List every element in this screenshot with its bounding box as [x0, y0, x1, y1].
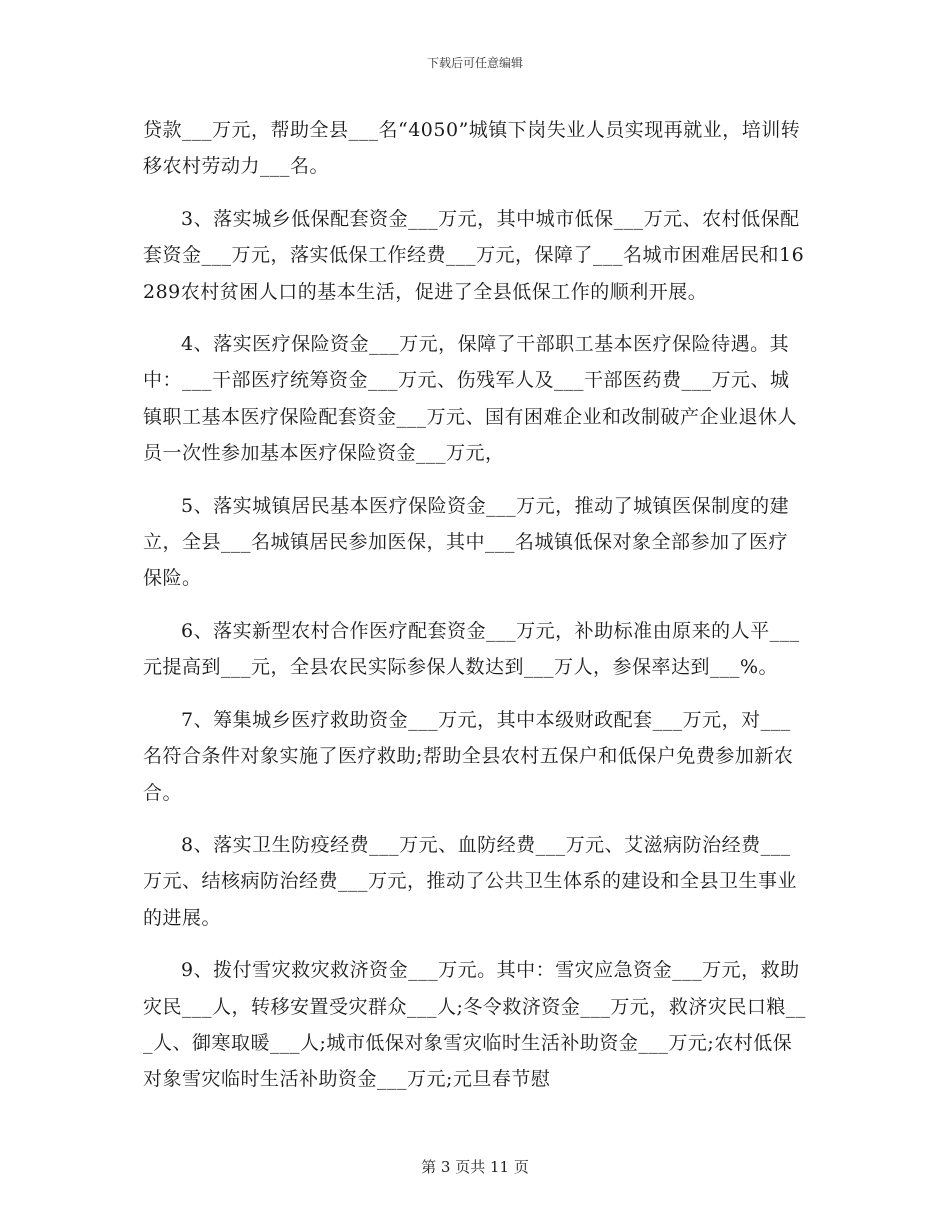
paragraph-1: 贷款___万元，帮助全县___名“4050”城镇下岗失业人员实现再就业，培训转移农村劳动力___名。: [143, 119, 801, 178]
paragraph-3: 4、落实医疗保险资金___万元，保障了干部职工基本医疗保险待遇。其中：___干部医疗统筹资金___万元、伤残军人及___干部医药费___万元、城镇职工基本医疗保险配套资金___万元、国有困难企业和改制破产企业退休人员一次性参加基本医疗保险资金___万元，: [143, 333, 798, 465]
paragraph-2: 3、落实城乡低保配套资金___万元，其中城市低保___万元、农村低保配套资金___万元，落实低保工作经费___万元，保障了___名城市困难居民和16289农村贫困人口的基本生活，促进了全县低保工作的顺利开展。: [143, 207, 805, 303]
page-header: 下载后可任意编辑: [426, 56, 523, 70]
paragraph-4: 5、落实城镇居民基本医疗保险资金___万元，推动了城镇医保制度的建立，全县___名城镇居民参加医保，其中___名城镇低保对象全部参加了医疗保险。: [143, 494, 790, 590]
paragraph-7: 8、落实卫生防疫经费___万元、血防经费___万元、艾滋病防治经费___万元、结核病防治经费___万元，推动了公共卫生体系的建设和全县卫生事业的进展。: [143, 833, 798, 929]
paragraph-8: 9、拨付雪灾救灾救济资金___万元。其中：雪灾应急资金___万元，救助灾民___人，转移安置受灾群众___人;冬令救济资金___万元，救济灾民口粮___人、御寒取暖___人;城市低保对象雪灾临时生活补助资金___万元;农村低保对象雪灾临时生活补助资金___万元;元旦春节慰: [143, 959, 806, 1091]
paragraph-6: 7、筹集城乡医疗救助资金___万元，其中本级财政配套___万元，对___名符合条件对象实施了医疗救助;帮助全县农村五保户和低保户免费参加新农合。: [143, 708, 794, 804]
paragraph-5: 6、落实新型农村合作医疗配套资金___万元，补助标准由原来的人平___元提高到___元，全县农民实际参保人数达到___万人，参保率达到___%。: [143, 619, 800, 679]
document-body: [143, 112, 807, 1114]
page-number: 第 3 页共 11 页: [421, 1158, 529, 1176]
